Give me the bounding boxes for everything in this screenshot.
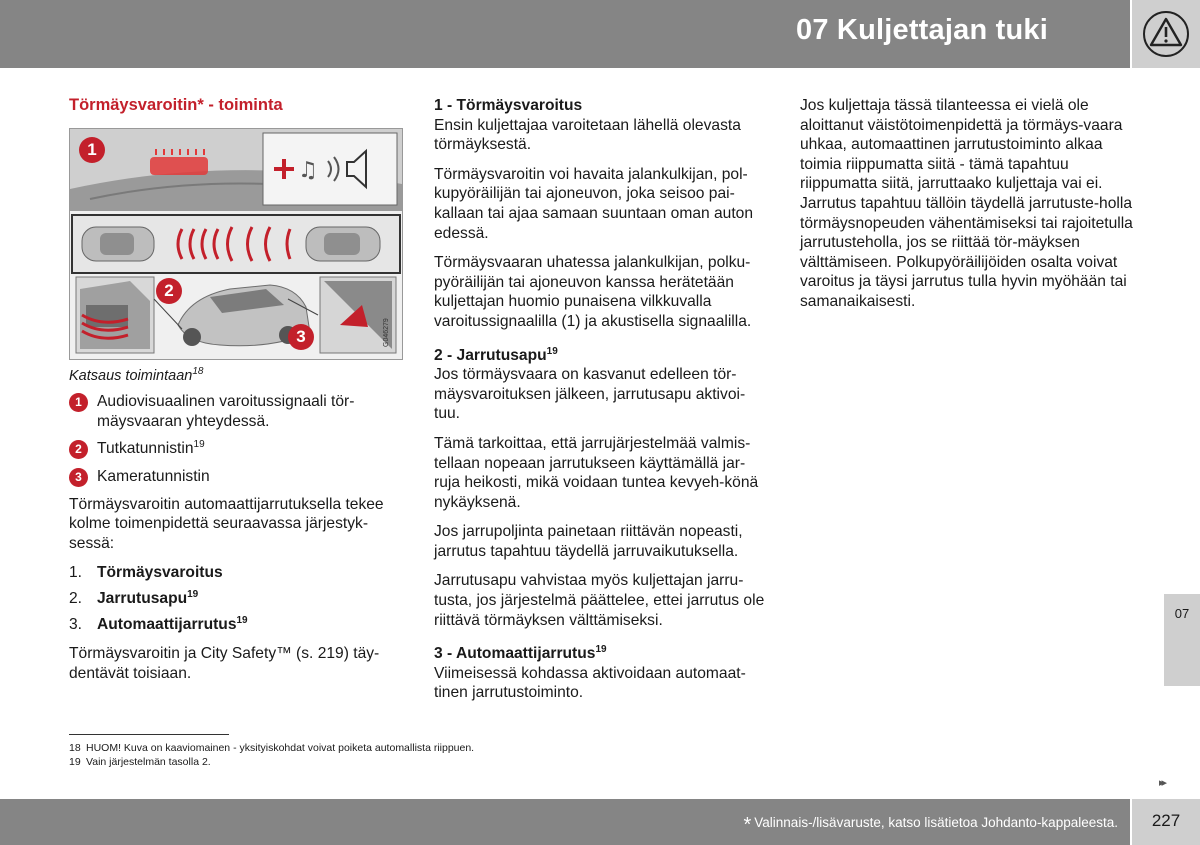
legend-text: Audiovisuaalinen varoitussignaali tör-mäysvaaran yhteydessä. — [97, 393, 355, 430]
figure-caption — [69, 367, 403, 387]
paragraph: Tämä tarkoittaa, että jarrujärjestelmää valmis-tellaan nopeaan jarrutukseen käyttämällä jar-ruja heikosti, mikä voidaan tuntea kevyeh-könä nykäyksenä. — [434, 434, 759, 511]
step-label — [97, 615, 248, 635]
page-number: 227 — [1151, 811, 1181, 830]
footnotes — [69, 741, 474, 769]
legend-footnote-ref: 19 — [193, 439, 205, 451]
footnote-number: 19 — [69, 756, 81, 768]
step-number: 3. — [69, 615, 83, 633]
paragraph: Ensin kuljettajaa varoitetaan lähellä olevasta törmäyksestä. — [434, 116, 741, 154]
paragraph: Jos törmäysvaara on kasvanut edelleen tör-mäysvaroituksen jälkeen, jarrutusapu aktivoi-tuu. — [434, 366, 746, 423]
asterisk: * — [743, 814, 752, 836]
figure-badge-3: 3 — [288, 324, 314, 350]
footnote-text: HUOM! Kuva on kaaviomainen - yksityiskohdat voivat poiketa automallista riippuen. — [86, 742, 475, 754]
system-overview-figure — [69, 128, 403, 360]
paragraph: Jos kuljettaja tässä tilanteessa ei vielä ole aloittanut väistötoimenpidettä ja törmäys-vaara uhkaa, automaattinen jarrutustoiminto alkaa toimia riippumatta siitä - tämä tapahtuu riippumatta siitä, jarruttaako kuljettaja vai ei. Jarrutus tapahtuu tällöin täydellä jarrutuste-holla törmäysnopeuden vähentämiseksi tai rajoitetulla jarrutusteholla, jos se riittää tör-mäyksen välttämiseen. Polkupyöräilijöiden osalta voivat varoitus ja täysi jarrutus tulla hyvin myöhään tai samanaikaisesti. — [800, 97, 1133, 310]
heading-footnote-ref: 19 — [546, 345, 558, 357]
legend-item-2 — [69, 439, 403, 459]
heading-brake-assist — [434, 346, 766, 366]
legend-text: Tutkatunnistin — [97, 440, 194, 458]
step-label-text: Automaattijarrutus — [97, 615, 237, 633]
legend-badge: 1 — [69, 393, 88, 412]
heading-footnote-ref: 19 — [595, 644, 607, 656]
left-column — [69, 96, 403, 693]
legend-item-1 — [69, 392, 403, 431]
caption-text: Katsaus toimintaan — [69, 367, 193, 384]
legend-badge: 3 — [69, 468, 88, 487]
figure-code: G046279 — [383, 317, 390, 347]
figure-badge-2: 2 — [156, 278, 182, 304]
step-label — [97, 589, 198, 609]
step-item — [69, 589, 403, 609]
paragraph: Törmäysvaroitin voi havaita jalankulkijan, pol-kupyöräilijän tai ajoneuvon, joka seisoo pai-kallaan tai ajaa samaan suuntaan oman auton edessä. — [434, 165, 754, 242]
heading-collision-warning: 1 - Törmäysvaroitus — [434, 97, 583, 114]
chapter-side-tab: 07 — [1164, 594, 1200, 686]
legend-text: Kameratunnistin — [97, 467, 210, 485]
intro-paragraph: Törmäysvaroitin automaattijarrutuksella tekee kolme toimenpidettä seuraavassa järjestyk-sessä: — [69, 495, 384, 552]
next-page-arrows-icon: ▸▸ — [1159, 777, 1165, 789]
chapter-title: 07 Kuljettajan tuki — [796, 14, 1048, 46]
step-label-text: Jarrutusapu — [97, 589, 188, 607]
steps-list — [69, 563, 403, 634]
heading-text: 3 - Automaattijarrutus — [434, 645, 596, 663]
middle-column — [434, 96, 766, 713]
chapter-icon-box — [1132, 0, 1200, 68]
caption-footnote-ref: 18 — [192, 365, 204, 377]
heading-text: 2 - Jarrutusapu — [434, 346, 547, 364]
paragraph: Törmäysvaaran uhatessa jalankulkijan, polku-pyöräilijän tai ajoneuvon kanssa herätetään kuljettajan huomio punaisena vilkkuvalla varoitussignaalilla (1) ja akustisella signaalilla. — [434, 254, 752, 330]
step-item — [69, 563, 403, 583]
step-footnote-ref: 19 — [236, 614, 248, 626]
paragraph: Jarrutusapu vahvistaa myös kuljettajan jarru-tusta, jos järjestelmä päättelee, ettei jarrutus ole riittävä törmäyksen välttämiseksi. — [434, 572, 765, 629]
figure-badge-1: 1 — [79, 137, 105, 163]
figure-illustration — [70, 129, 402, 359]
footnote-18 — [69, 741, 474, 755]
page-number-box — [1132, 799, 1200, 845]
optional-equipment-note — [743, 814, 1118, 837]
legend-item-3 — [69, 467, 403, 487]
footnote-19 — [69, 755, 474, 769]
step-footnote-ref: 19 — [187, 588, 199, 600]
svg-text:♫: ♫ — [298, 157, 318, 183]
warning-triangle-icon — [1142, 10, 1190, 58]
step-number: 1. — [69, 564, 83, 582]
section-title: Törmäysvaroitin* - toiminta — [69, 96, 283, 114]
heading-auto-brake — [434, 644, 766, 664]
paragraph: Viimeisessä kohdassa aktivoidaan automaat-tinen jarrutustoiminto. — [434, 664, 746, 702]
right-column — [800, 96, 1138, 322]
step-number: 2. — [69, 589, 83, 607]
header-bar — [0, 0, 1130, 68]
footnote-text: Vain järjestelmän tasolla 2. — [86, 756, 211, 768]
footer-note-text: Valinnais-/lisävaruste, katso lisätietoa Johdanto-kappaleesta. — [754, 815, 1118, 830]
legend-badge: 2 — [69, 440, 88, 459]
footnote-number: 18 — [69, 742, 81, 754]
paragraph: Jos jarrupoljinta painetaan riittävän nopeasti, jarrutus tapahtuu täydellä jarruvaikutuksella. — [434, 523, 743, 560]
closing-paragraph: Törmäysvaroitin ja City Safety™ (s. 219) täy-dentävät toisiaan. — [69, 645, 380, 682]
step-label: Törmäysvaroitus — [97, 564, 223, 582]
footnote-divider — [69, 734, 229, 735]
footer-bar — [0, 799, 1130, 845]
step-item — [69, 615, 403, 635]
